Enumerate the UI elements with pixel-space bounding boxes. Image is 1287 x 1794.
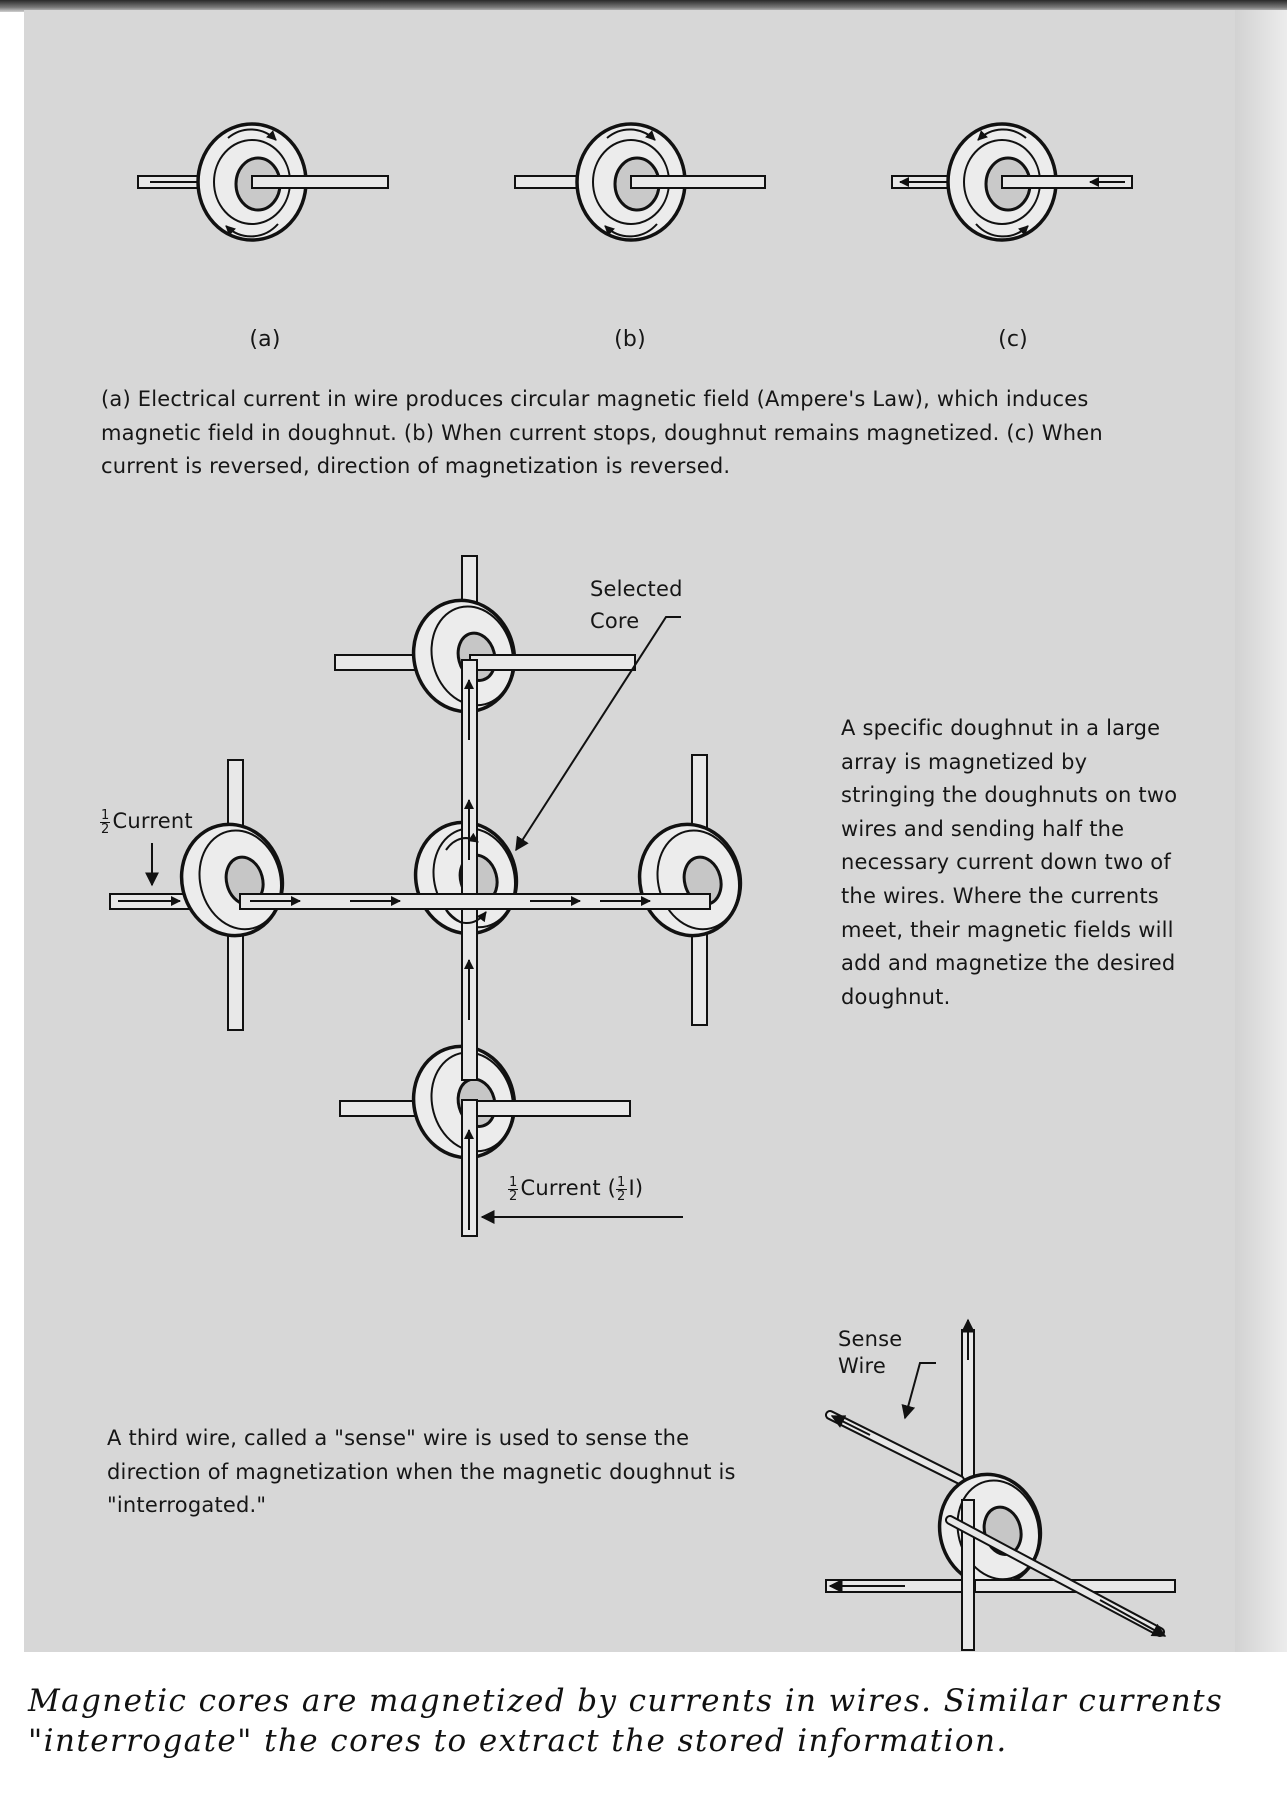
core-diagram-c bbox=[892, 124, 1132, 240]
selected-core-label-line2: Core bbox=[590, 609, 640, 633]
half-fraction: $\frac{1}{2}$ bbox=[101, 807, 110, 837]
core-right bbox=[627, 813, 753, 947]
sense-wire-leader bbox=[905, 1363, 936, 1418]
half-fraction: $\frac{1}{2}$ bbox=[509, 1174, 518, 1204]
sense-core bbox=[927, 1463, 1053, 1597]
current-arrows bbox=[118, 680, 650, 1230]
sense-wire-label-line2: Wire bbox=[838, 1354, 887, 1378]
half-current-label: $\frac{1}{2}$ Current bbox=[101, 807, 193, 837]
label-b: (b) bbox=[614, 327, 646, 352]
sense-wire-explanation: A third wire, called a "sense" wire is used to sense the direction of magnetization when the magnetic doughnut is "interrogated." bbox=[107, 1426, 736, 1518]
core-array-diagram bbox=[110, 556, 753, 1236]
label-a: (a) bbox=[249, 327, 281, 352]
half-fraction: $\frac{1}{2}$ bbox=[617, 1174, 626, 1204]
core-diagram-a bbox=[138, 124, 388, 240]
array-explanation: A specific doughnut in a large array is magnetized by stringing the doughnuts on two wires and sending half the necessary current down two of the wires. Where the currents meet, their magnetic fields will add and magnetize the desired doughnut. bbox=[841, 716, 1178, 1009]
core-diagram-b bbox=[515, 124, 765, 240]
sense-wire-label-line1: Sense bbox=[838, 1327, 903, 1351]
label-c: (c) bbox=[998, 327, 1028, 352]
selected-core-label-line1: Selected bbox=[590, 577, 683, 601]
selected-core-leader bbox=[516, 617, 681, 850]
figure-caption: Magnetic cores are magnetized by currents in wires. Similar currents "interrogate" the cores to extract the stored information. bbox=[28, 1683, 1224, 1760]
top-caption: (a) Electrical current in wire produces circular magnetic field (Ampere's Law), which induces magnetic field in doughnut. (b) When current stops, doughnut remains magnetized. (c) When current is reversed, direction of magnetization is reversed. bbox=[101, 387, 1103, 479]
half-current-i-label: $\frac{1}{2}$ Current ( $\frac{1}{2}$ I) bbox=[509, 1174, 644, 1204]
